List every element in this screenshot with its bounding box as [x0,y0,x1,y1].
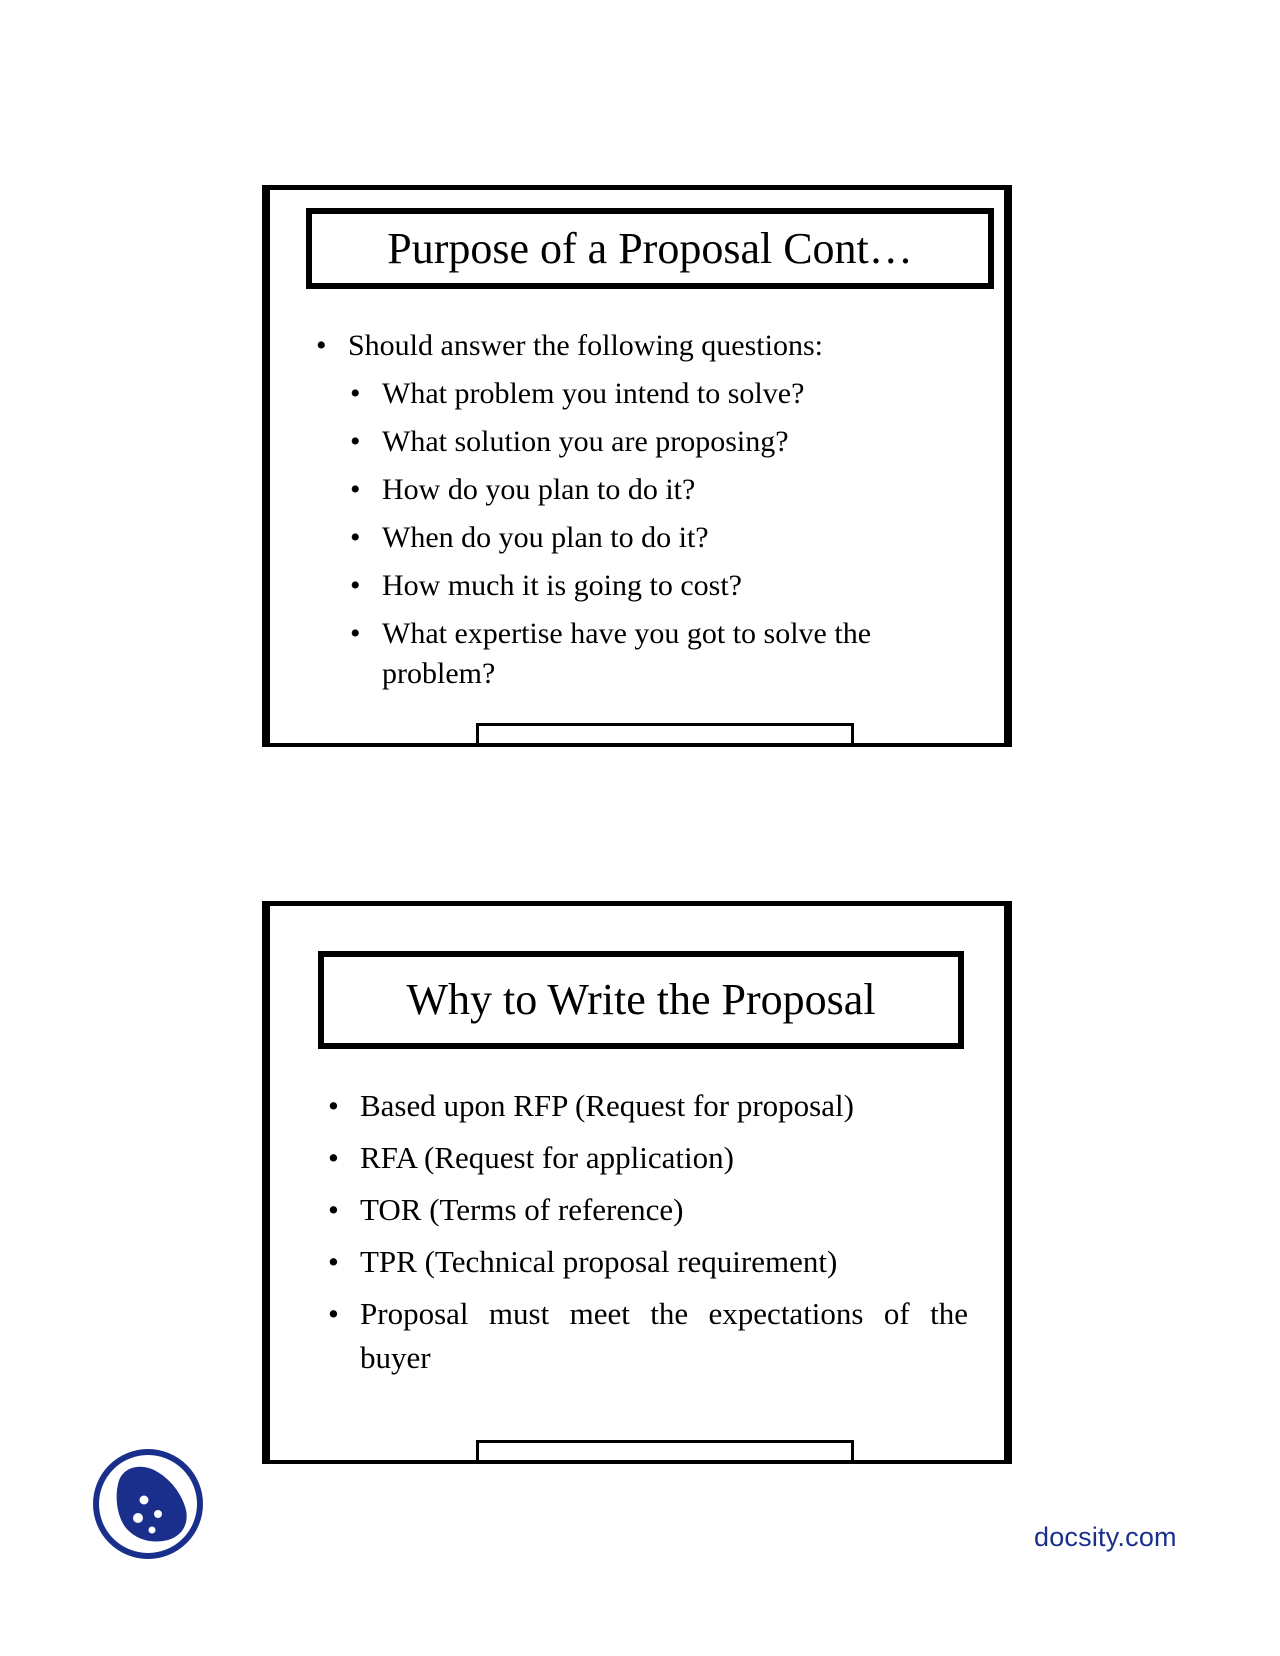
list-item: • When do you plan to do it? [350,518,976,558]
list-item: • TPR (Technical proposal requirement) [328,1240,968,1284]
slide-title-text: Why to Write the Proposal [406,975,876,1024]
docsity-brand-text: docsity.com [1034,1522,1177,1552]
list-item: • How do you plan to do it? [350,470,976,510]
slide-title [318,951,964,1049]
slide-title-text: Purpose of a Proposal Cont… [387,223,913,273]
list-item: • How much it is going to cost? [350,566,976,606]
list-item: • TOR (Terms of reference) [328,1188,968,1232]
list-item: • Proposal must meet the expectations of the buyer [328,1292,968,1380]
list-item: • What solution you are proposing? [350,422,976,462]
slide-why-write-proposal [262,901,1012,1464]
slide-purpose-of-proposal [262,185,1012,747]
bullet-list [328,1084,968,1388]
docsity-logo-icon [92,1448,204,1560]
list-item: • What problem you intend to solve? [350,374,976,414]
slide-bottom-tab [476,723,854,747]
list-item: • What expertise have you got to solve the problem? [350,614,976,694]
list-item: • RFA (Request for application) [328,1136,968,1180]
list-item: • Based upon RFP (Request for proposal) [328,1084,968,1128]
slide-bottom-tab [476,1440,854,1464]
bullet-list [316,326,976,702]
slide-title [306,208,994,289]
list-item: • Should answer the following questions: [316,326,976,366]
